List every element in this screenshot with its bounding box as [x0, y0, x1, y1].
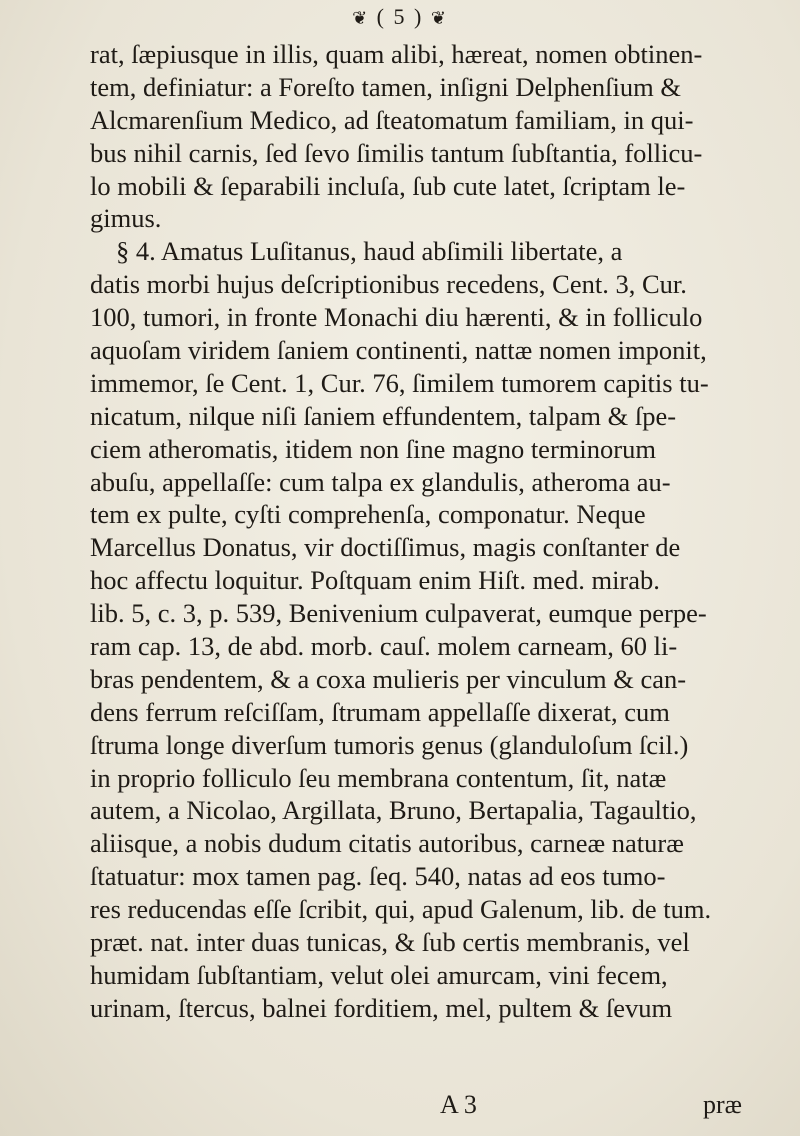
ornament-right-icon: ❦: [430, 8, 448, 29]
text-line: tem ex pulte, cyſti comprehenſa, componatur. Neque: [90, 499, 646, 530]
text-line: ſtruma longe diverſum tumoris genus (glanduloſum ſcil.): [90, 729, 689, 760]
text-line: ſtatuatur: mox tamen pag. ſeq. 540, natas ad eos tumo-: [90, 861, 666, 892]
text-line: rat, ſæpiusque in illis, quam alibi, hæreat, nomen obtinen-: [90, 39, 703, 69]
text-line: gimus.: [90, 203, 162, 234]
text-line: lo mobili & ſeparabili incluſa, ſub cute latet, ſcriptam le-: [90, 170, 686, 201]
text-line: nicatum, nilque niſi ſaniem effundentem, talpam & ſpe-: [90, 400, 677, 431]
text-line: ciem atheromatis, itidem non ſine magno terminorum: [90, 433, 656, 464]
text-line: ram cap. 13, de abd. morb. cauſ. molem carneam, 60 li-: [90, 631, 678, 662]
page-footer: [90, 1090, 782, 1124]
page-header: [0, 4, 800, 30]
text-line: res reducendas eſſe ſcribit, qui, apud Galenum, lib. de tum.: [90, 894, 712, 925]
text-line: bus nihil carnis, ſed ſevo ſimilis tantum ſubſtantia, follicu-: [90, 137, 703, 168]
body-text: [90, 38, 782, 1025]
text-line: aliisque, a nobis dudum citatis autoribus, carneæ naturæ: [90, 828, 684, 859]
text-line: humidam ſubſtantiam, velut olei amurcam, vini fecem,: [90, 959, 668, 990]
text-line: Alcmarenſium Medico, ad ſteatomatum familiam, in qui-: [90, 104, 694, 135]
signature-mark: A 3: [440, 1090, 477, 1119]
text-line: bras pendentem, & a coxa mulieris per vinculum & can-: [90, 663, 687, 694]
text-line: abuſu, appellaſſe: cum talpa ex glandulis, atheroma au-: [90, 466, 671, 497]
page-number: ( 5 ): [376, 4, 424, 29]
text-line: datis morbi hujus deſcriptionibus recedens, Cent. 3, Cur.: [90, 269, 687, 300]
ornament-left-icon: ❦: [352, 8, 370, 29]
text-line: 100, tumori, in fronte Monachi diu hærenti, & in folliculo: [90, 302, 703, 333]
catchword: præ: [703, 1090, 742, 1119]
text-line: lib. 5, c. 3, p. 539, Benivenium culpaverat, eumque perpe-: [90, 598, 707, 629]
text-line: hoc affectu loquitur. Poſtquam enim Hiſt. med. mirab.: [90, 565, 660, 596]
text-line: aquoſam viridem ſaniem continenti, nattæ nomen imponit,: [90, 335, 707, 366]
text-line: Marcellus Donatus, vir doctiſſimus, magis conſtanter de: [90, 532, 681, 563]
text-line: dens ferrum reſciſſam, ſtrumam appellaſſe dixerat, cum: [90, 696, 670, 727]
text-line: in proprio folliculo ſeu membrana contentum, ſit, natæ: [90, 762, 667, 793]
text-line: § 4. Amatus Luſitanus, haud abſimili libertate, a: [116, 236, 623, 267]
text-line: autem, a Nicolao, Argillata, Bruno, Bertapalia, Tagaultio,: [90, 795, 697, 826]
text-line: urinam, ſtercus, balnei forditiem, mel, pultem & ſevum: [90, 992, 673, 1023]
text-line: tem, definiatur: a Foreſto tamen, inſigni Delphenſium &: [90, 71, 681, 102]
text-line: immemor, ſe Cent. 1, Cur. 76, ſimilem tumorem capitis tu-: [90, 367, 709, 398]
text-line: præt. nat. inter duas tunicas, & ſub certis membranis, vel: [90, 927, 690, 958]
